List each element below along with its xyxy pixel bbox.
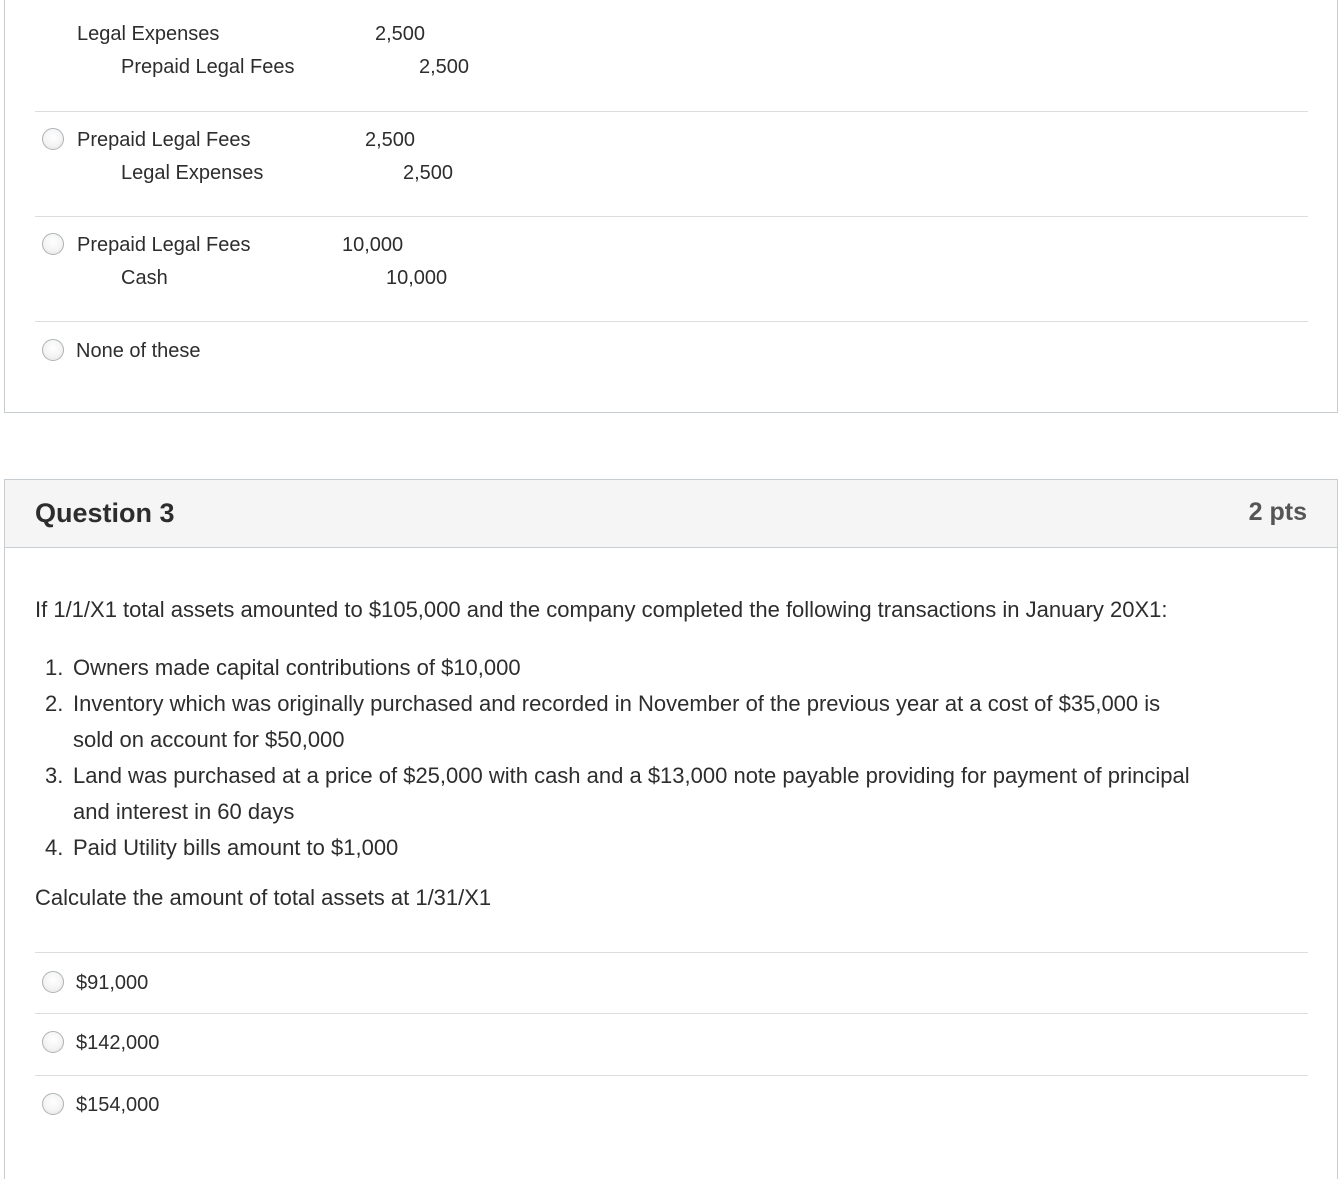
question-points: 2 pts — [1248, 498, 1307, 526]
answer-option[interactable] — [35, 112, 1308, 217]
previous-question-card — [4, 0, 1338, 413]
debit-account: Prepaid Legal Fees — [77, 129, 251, 151]
list-item — [45, 758, 1305, 830]
answer-option[interactable] — [35, 1014, 1308, 1076]
list-item — [45, 650, 1305, 686]
question-header — [5, 480, 1337, 548]
debit-amount: 2,500 — [365, 129, 416, 151]
list-item — [45, 830, 1305, 866]
list-item-text: Owners made capital contributions of $10,000 — [73, 655, 521, 680]
question-text: If 1/1/X1 total assets amounted to $105,000 and the company completed the following transactions in January 20X1: — [35, 597, 1168, 622]
radio-button[interactable] — [42, 339, 64, 361]
list-number: 4. — [45, 835, 64, 860]
question-card — [4, 479, 1338, 1179]
question-title: Question 3 — [35, 498, 175, 528]
answer-option[interactable] — [35, 952, 1308, 1014]
list-item-text: Paid Utility bills amount to $1,000 — [73, 835, 399, 860]
radio-button[interactable] — [42, 233, 64, 255]
credit-amount: 10,000 — [386, 267, 448, 289]
list-number: 3. — [45, 763, 64, 788]
answer-option[interactable] — [35, 1076, 1308, 1138]
credit-account: Prepaid Legal Fees — [121, 56, 295, 78]
option-label: $142,000 — [76, 1032, 160, 1054]
list-number: 1. — [45, 655, 64, 680]
list-number: 2. — [45, 691, 64, 716]
radio-button[interactable] — [42, 1093, 64, 1115]
option-label: $154,000 — [76, 1094, 160, 1116]
list-item-text: and interest in 60 days — [73, 799, 295, 824]
list-item-text: sold on account for $50,000 — [73, 727, 345, 752]
debit-account: Prepaid Legal Fees — [77, 234, 251, 256]
radio-button[interactable] — [42, 128, 64, 150]
transaction-list — [45, 650, 1305, 866]
credit-amount: 2,500 — [403, 162, 454, 184]
list-item — [45, 686, 1305, 758]
answer-option[interactable] — [35, 322, 1308, 392]
credit-account: Legal Expenses — [121, 162, 264, 184]
list-item-text: Land was purchased at a price of $25,000 with cash and a $13,000 note payable providing for payment of principal — [73, 763, 1190, 788]
debit-account: Legal Expenses — [77, 23, 220, 45]
answer-option[interactable] — [35, 0, 1308, 112]
debit-amount: 2,500 — [375, 23, 426, 45]
list-item-text: Inventory which was originally purchased and recorded in November of the previous year at a cost of $35,000 is — [73, 691, 1161, 716]
credit-amount: 2,500 — [419, 56, 470, 78]
option-label: None of these — [76, 340, 201, 362]
question-prompt: Calculate the amount of total assets at 1/31/X1 — [35, 885, 492, 910]
credit-account: Cash — [121, 267, 168, 289]
answer-option[interactable] — [35, 217, 1308, 322]
radio-button[interactable] — [42, 971, 64, 993]
debit-amount: 10,000 — [342, 234, 404, 256]
radio-button[interactable] — [42, 1031, 64, 1053]
option-label: $91,000 — [76, 972, 149, 994]
